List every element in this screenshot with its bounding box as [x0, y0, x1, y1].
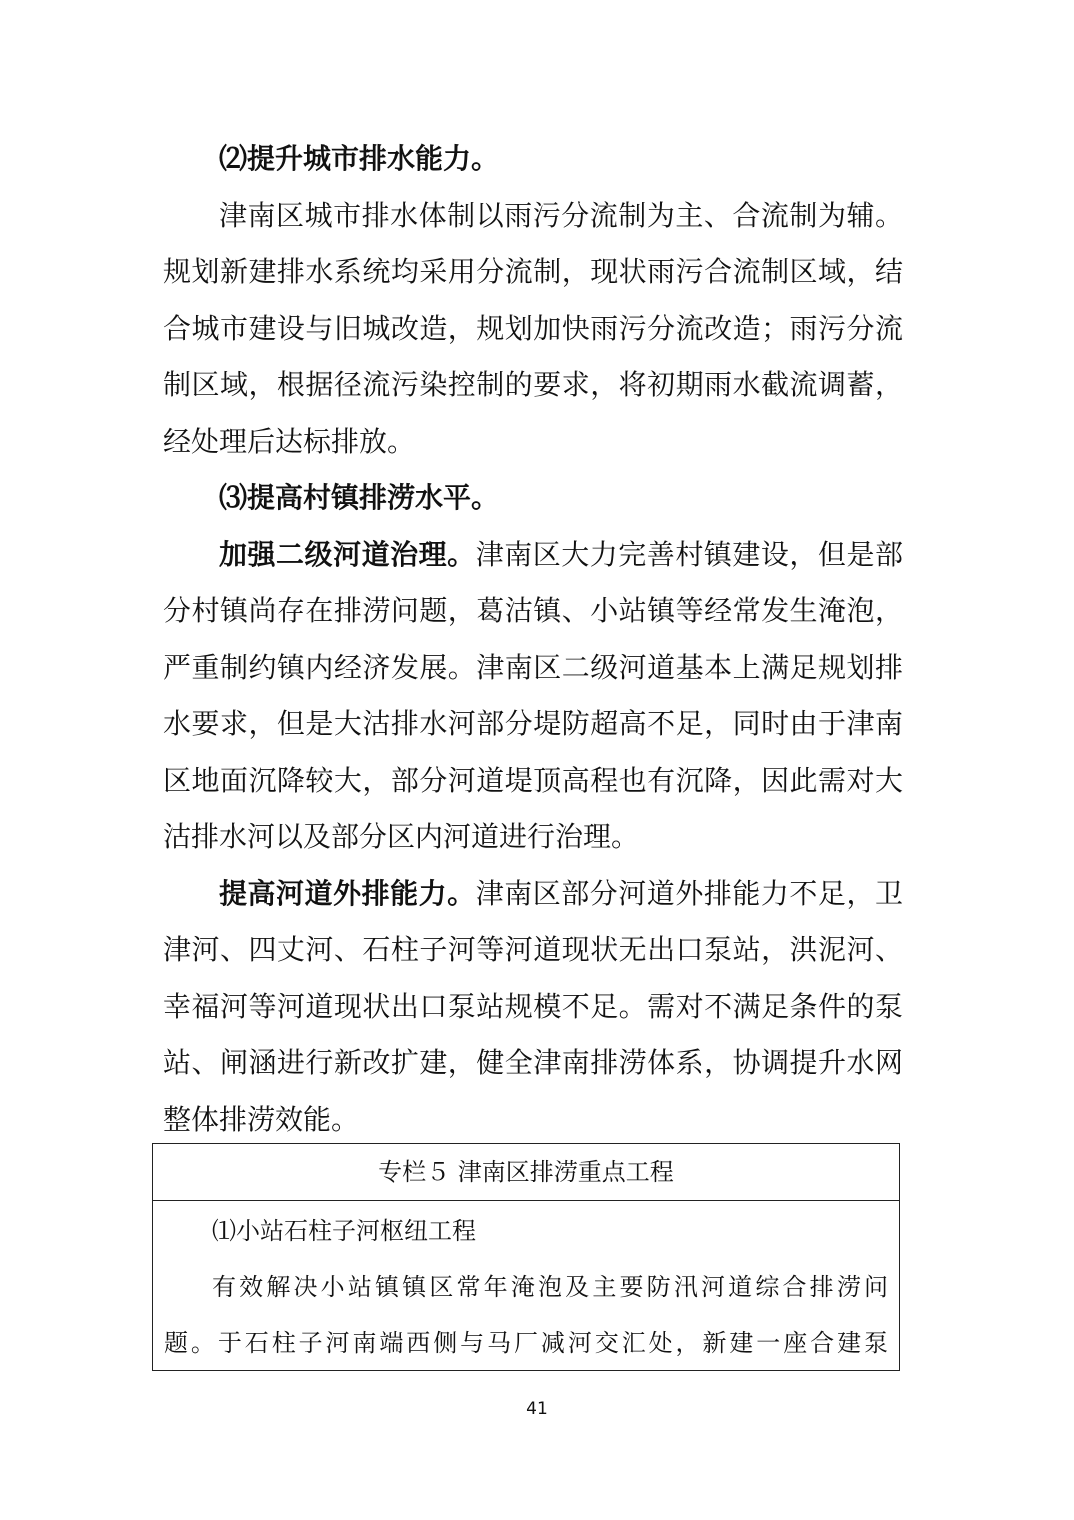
main-text: [163, 131, 903, 1148]
page-number: 41: [526, 1399, 548, 1419]
paragraph-line: [163, 866, 903, 923]
lead-in-rest: 津南区大力完善村镇建设，但是部: [475, 537, 903, 571]
box-item-heading: ⑴小站石柱子河枢纽工程: [212, 1217, 476, 1245]
paragraph-line: 幸福河等河道现状出口泵站规模不足。需对不满足条件的泵: [163, 989, 903, 1023]
section-2-heading: ⑵提升城市排水能力。: [219, 142, 500, 175]
section-3-heading: ⑶提高村镇排涝水平。: [219, 481, 500, 514]
paragraph-line: 制区域，根据径流污染控制的要求，将初期雨水截流调蓄，: [163, 368, 903, 401]
paragraph-line: 站、闸涵进行新改扩建，健全津南排涝体系，协调提升水网: [163, 1046, 903, 1079]
paragraph-line: 水要求，但是大沽排水河部分堤防超高不足，同时由于津南: [163, 707, 903, 740]
paragraph-line: [163, 527, 903, 584]
paragraph-line: 沽排水河以及部分区内河道进行治理。: [163, 820, 640, 853]
box-line: 题。于石柱子河南端西侧与马厂减河交汇处，新建一座合建泵: [164, 1329, 888, 1357]
box-line: 有效解决小站镇镇区常年淹泡及主要防汛河道综合排涝问: [212, 1273, 888, 1301]
paragraph-line: 合城市建设与旧城改造，规划加快雨污分流改造；雨污分流: [163, 311, 903, 345]
lead-in-rest: 津南区部分河道外排能力不足，卫: [475, 876, 903, 910]
box-body: [153, 1201, 899, 1371]
paragraph-line: 规划新建排水系统均采用分流制，现状雨污合流制区域，结: [163, 255, 903, 288]
box-title: 专栏５ 津南区排涝重点工程: [153, 1144, 899, 1201]
lead-in-bold: 加强二级河道治理。: [219, 537, 476, 571]
paragraph-line: 区地面沉降较大，部分河道堤顶高程也有沉降，因此需对大: [163, 763, 903, 797]
paragraph-line: 津南区城市排水体制以雨污分流制为主、合流制为辅。: [219, 198, 903, 232]
lead-in-bold: 提高河道外排能力。: [219, 876, 476, 910]
column-box: [152, 1143, 900, 1371]
paragraph-line: 经处理后达标排放。: [163, 424, 416, 458]
paragraph-line: 整体排涝效能。: [163, 1102, 360, 1136]
paragraph-line: 津河、四丈河、石柱子河等河道现状无出口泵站，洪泥河、: [163, 933, 903, 966]
paragraph-line: 严重制约镇内经济发展。津南区二级河道基本上满足规划排: [163, 650, 903, 684]
paragraph-line: 分村镇尚存在排涝问题，葛沽镇、小站镇等经常发生淹泡，: [163, 594, 903, 627]
